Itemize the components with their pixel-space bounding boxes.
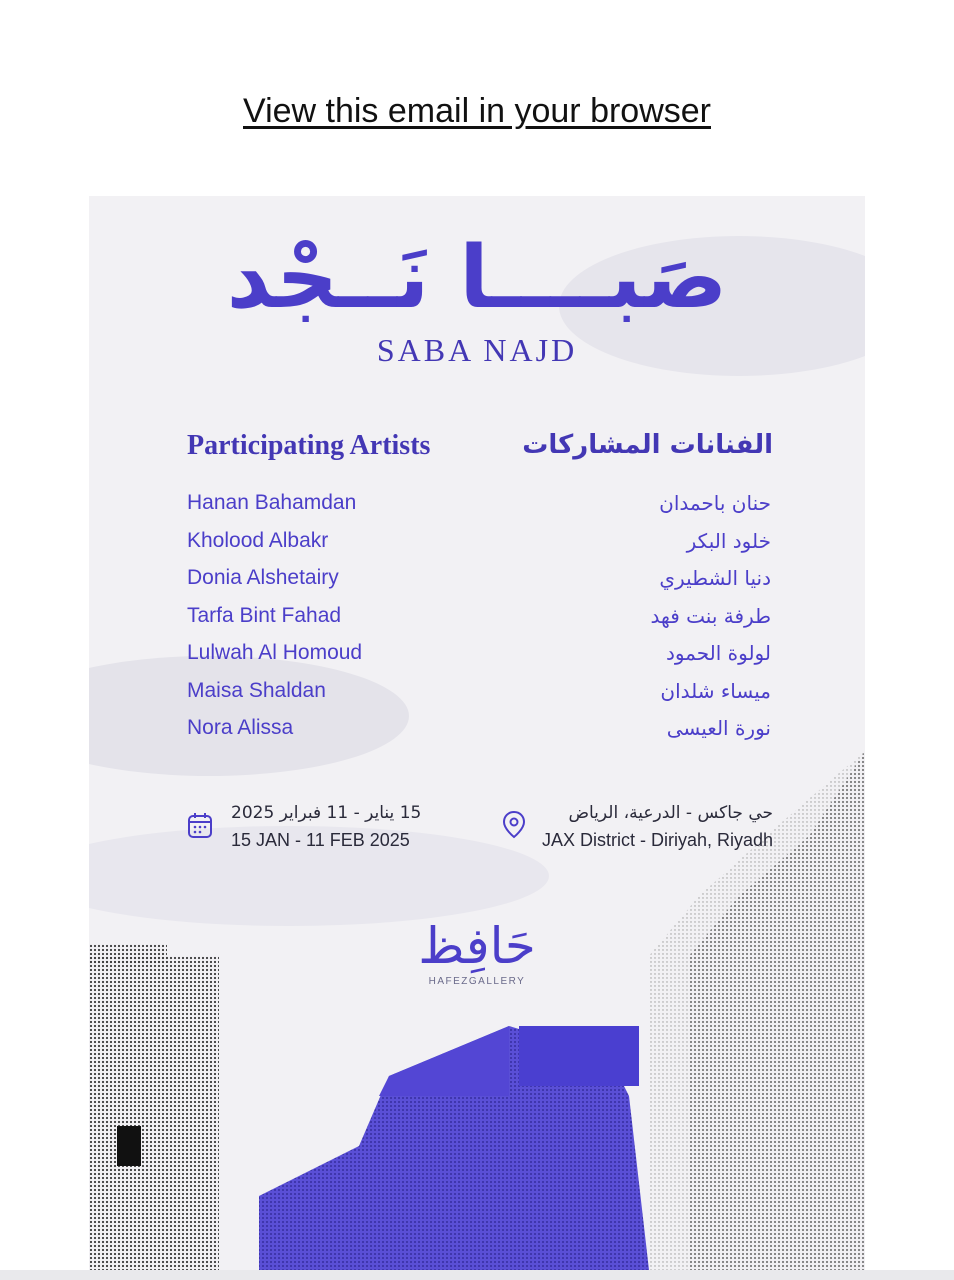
hafez-gallery-logo (89, 916, 865, 987)
artist-name-arabic: نورة العيسى (666, 716, 771, 740)
artist-name-english: Tarfa Bint Fahad (187, 603, 342, 627)
artists-heading-english: Participating Artists (187, 430, 431, 461)
artists-list-arabic (651, 488, 771, 751)
exhibition-title-english: SABA NAJD (376, 332, 578, 368)
artist-name-english: Donia Alshetairy (187, 566, 339, 589)
location-pin-icon (502, 810, 526, 845)
artist-name-english: Lulwah Al Homoud (187, 641, 363, 664)
artist-name-arabic: لولوة الحمود (665, 641, 771, 665)
exhibition-poster[interactable] (89, 196, 865, 1270)
exhibition-title-arabic: صَبــــا نَــجْد (226, 228, 728, 328)
scroll-edge (0, 1270, 954, 1280)
exhibition-location (502, 800, 773, 854)
date-arabic: 15 يناير - 11 فبراير 2025 (231, 803, 422, 823)
artist-name-arabic: خلود البكر (686, 528, 771, 553)
artist-name-english: Nora Alissa (187, 716, 294, 739)
artist-name-arabic: حنان باحمدان (659, 491, 771, 515)
artist-name-arabic: دنيا الشطيري (659, 566, 771, 590)
artist-name-english: Kholood Albakr (187, 528, 329, 552)
exhibition-dates (187, 800, 421, 854)
artist-name-arabic: طرفة بنت فهد (650, 603, 771, 628)
logo-english: HAFEZGALLERY (428, 976, 526, 987)
artists-list-english (187, 488, 362, 751)
location-arabic: حي جاكس - الدرعية، الرياض (568, 803, 773, 823)
location-english: JAX District - Diriyah, Riyadh (541, 830, 773, 850)
artist-name-english: Maisa Shaldan (187, 678, 326, 702)
date-english: 15 JAN - 11 FEB 2025 (231, 830, 410, 850)
calendar-icon (187, 811, 213, 844)
logo-arabic: حَافِظ (418, 917, 536, 975)
artist-name-english: Hanan Bahamdan (187, 491, 357, 514)
artist-name-arabic: ميساء شلدان (660, 678, 771, 703)
view-in-browser-link[interactable]: View this email in your browser (243, 92, 711, 130)
artists-heading-arabic: الفنانات المشاركات (522, 430, 773, 460)
